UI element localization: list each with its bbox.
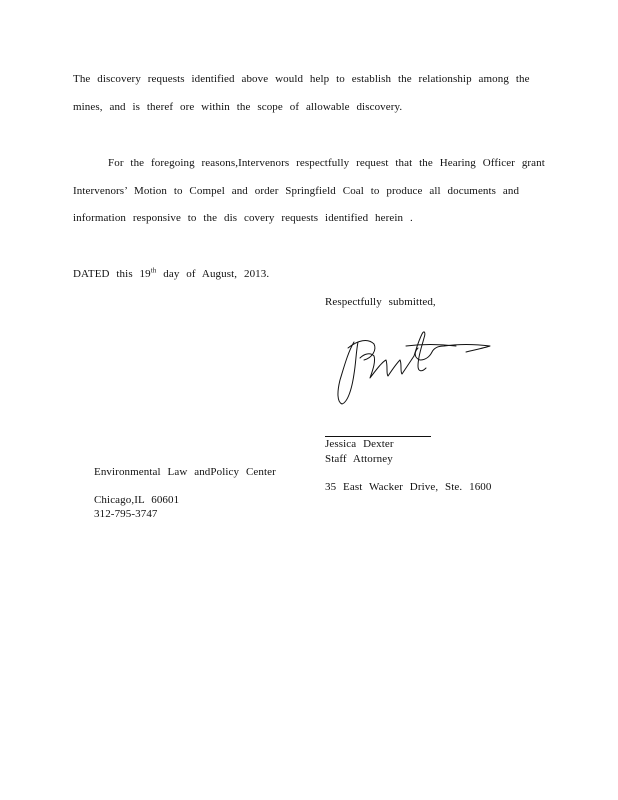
para1-line2: mines, and is theref ore within the scope of allowable discovery. — [73, 101, 403, 113]
organization-city: Chicago,IL 60601 — [94, 494, 180, 506]
para2-line2: Intervenors’ Motion to Compel and order Springfield Coal to produce all documents and — [73, 185, 520, 197]
para1-line1: The discovery requests identified above would help to establish the relationship among the — [73, 73, 530, 85]
signature-line — [325, 436, 431, 437]
para2-line1: For the foregoing reasons,Intervenors respectfully request that the Hearing Officer grant — [108, 157, 545, 169]
para2-line3: information responsive to the dis covery requests identified herein . — [73, 212, 413, 224]
dated-prefix: DATED this 19 — [73, 268, 151, 280]
dated-rest: day of August, 2013. — [156, 268, 270, 280]
organization-phone: 312-795-3747 — [94, 508, 158, 520]
signer-street-address: 35 East Wacker Drive, Ste. 1600 — [325, 481, 492, 493]
closing-respectfully: Respectfully submitted, — [325, 296, 436, 308]
handwritten-signature — [334, 322, 496, 408]
dated-line — [73, 268, 269, 281]
dated-ordinal-suffix: th — [150, 266, 157, 275]
signer-title: Staff Attorney — [325, 453, 393, 465]
signer-name: Jessica Dexter — [325, 438, 394, 450]
organization-name: Environmental Law andPolicy Center — [94, 466, 276, 478]
